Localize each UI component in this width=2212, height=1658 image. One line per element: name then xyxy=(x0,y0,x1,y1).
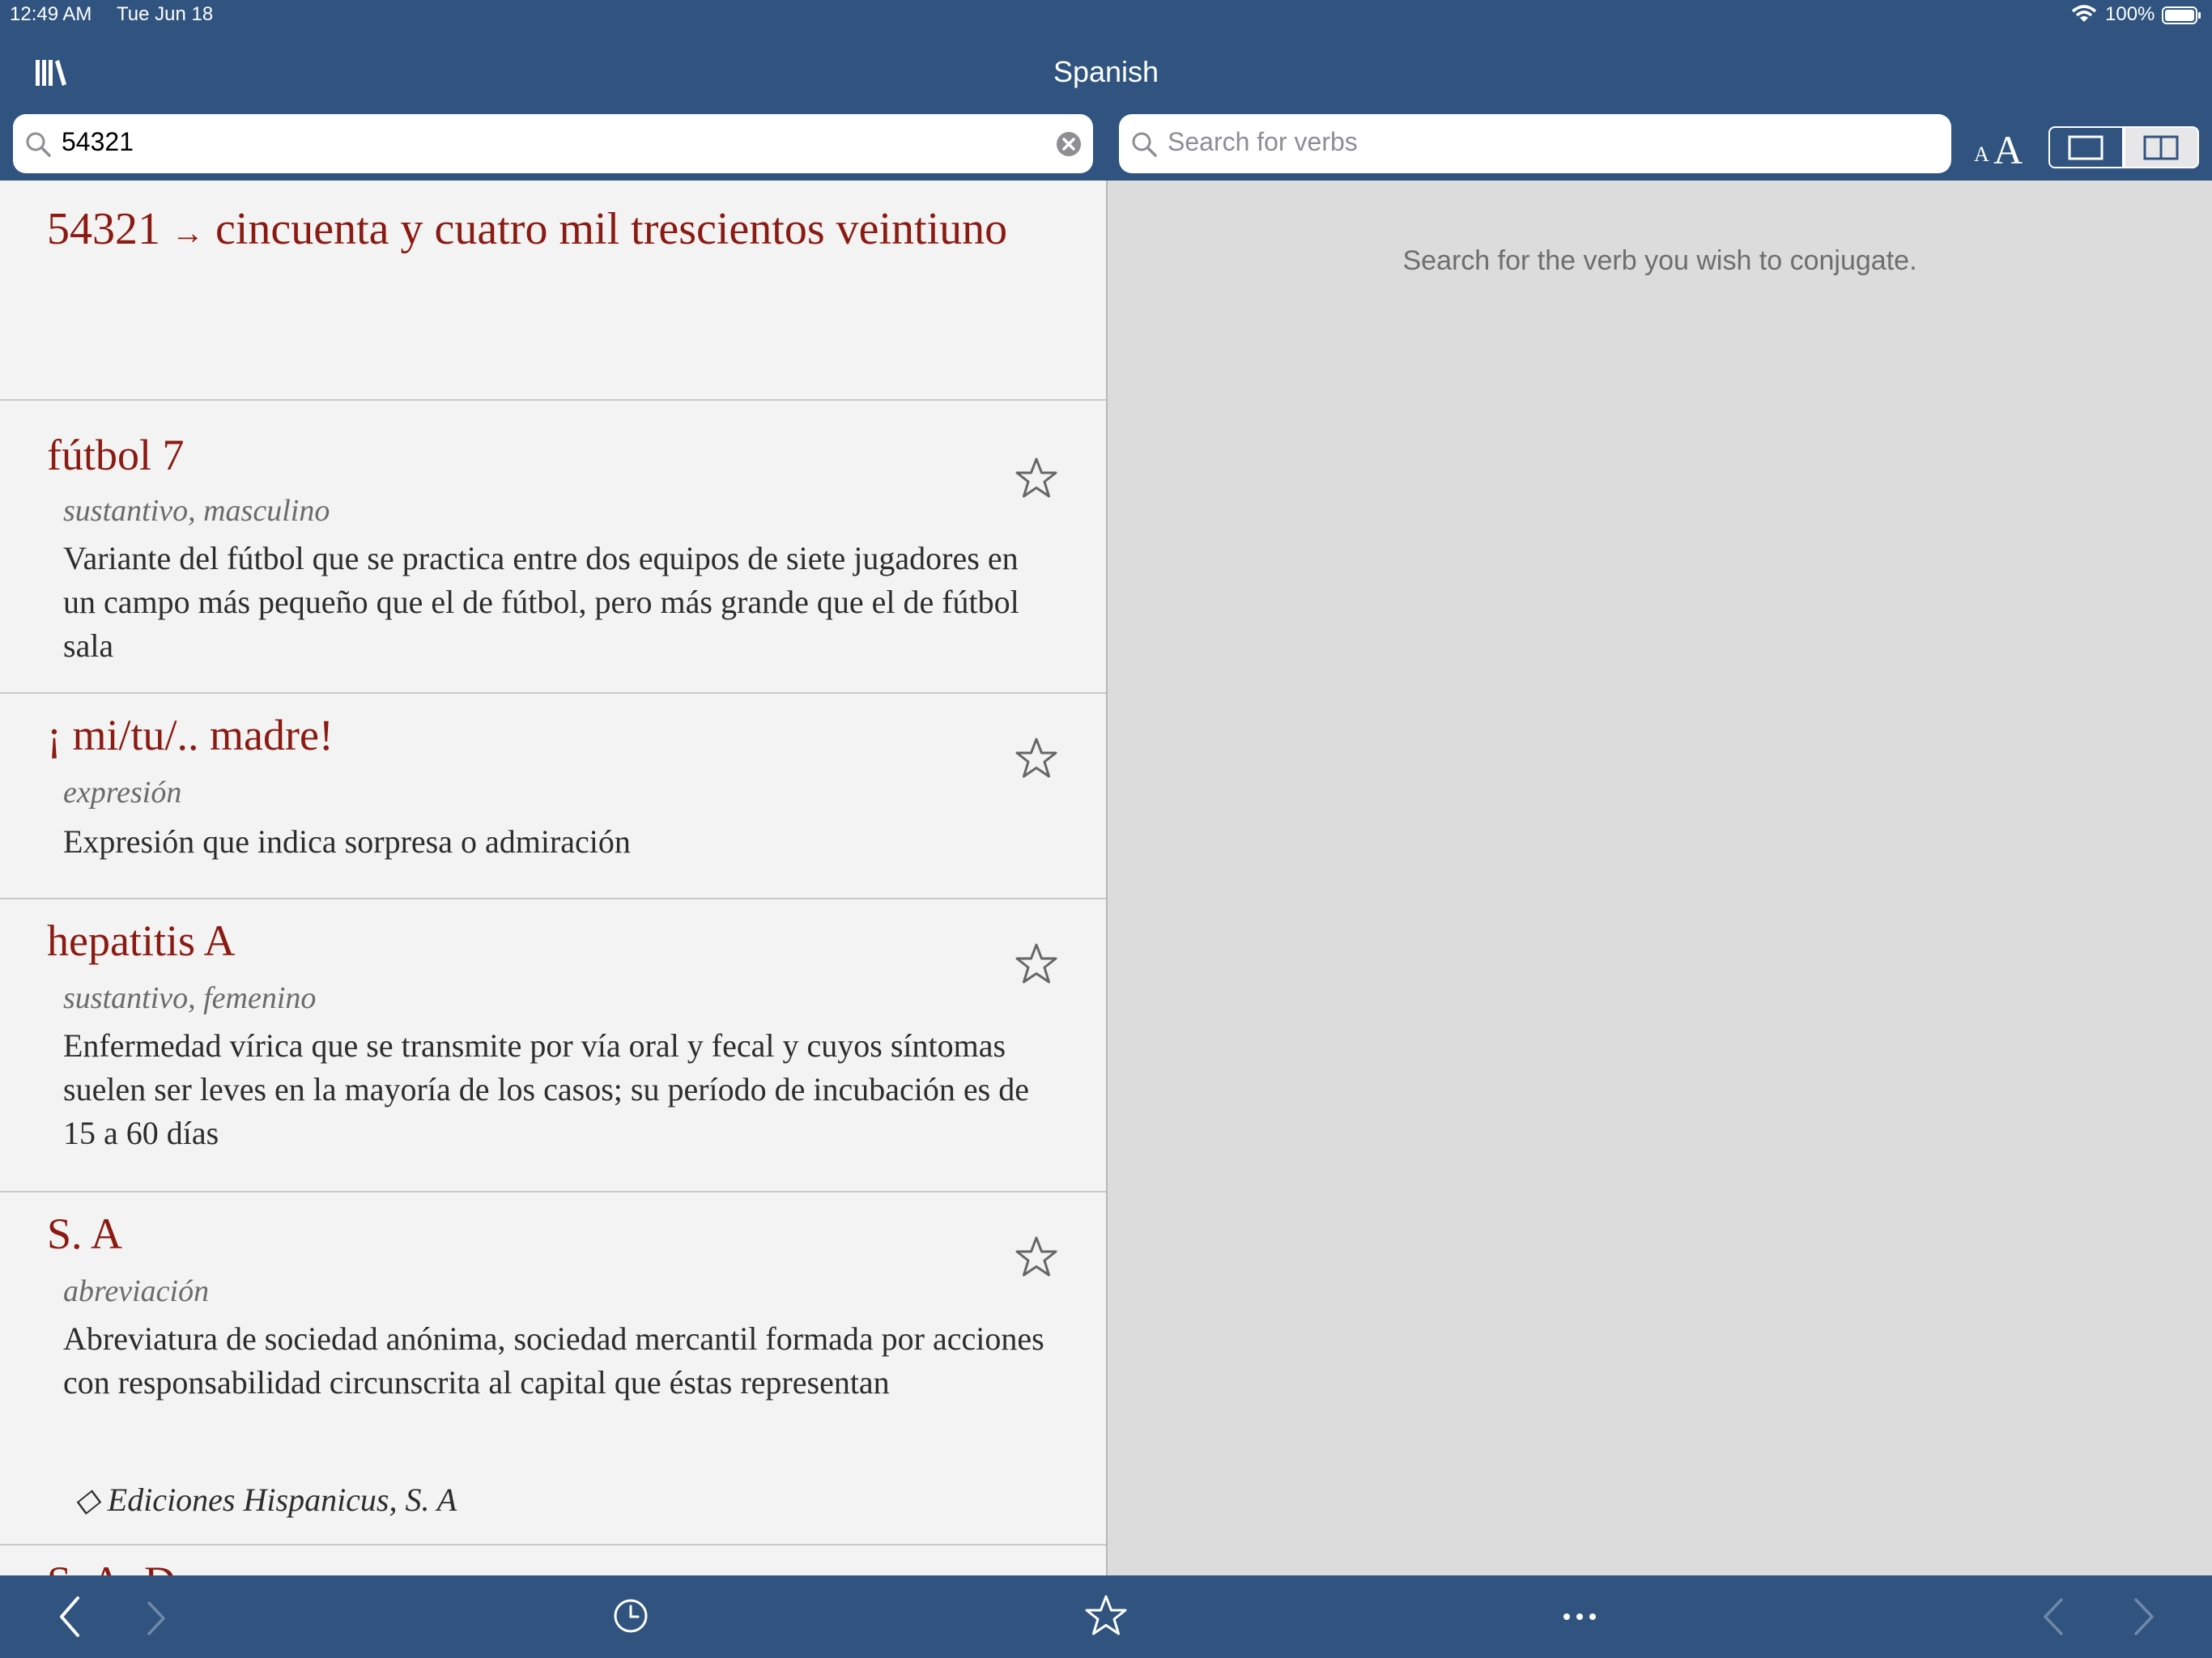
more-ellipsis-icon[interactable] xyxy=(1561,1611,1598,1626)
split-pane-icon xyxy=(2125,128,2197,167)
favorite-star-icon[interactable] xyxy=(1014,736,1059,785)
next-chevron-icon[interactable] xyxy=(2129,1596,2159,1641)
results-list[interactable] xyxy=(0,181,1108,1575)
verb-search-field[interactable] xyxy=(1119,114,1951,173)
layout-toggle[interactable] xyxy=(2048,126,2199,168)
back-chevron-icon[interactable] xyxy=(53,1595,86,1643)
split-pane-button[interactable] xyxy=(2124,126,2199,168)
prev-chevron-icon[interactable] xyxy=(2039,1596,2068,1641)
status-date: Tue Jun 18 xyxy=(117,3,214,25)
wifi-icon xyxy=(2071,5,2097,27)
entry-definition: Variante del fútbol que se practica entre dos equipos de siete jugadores en un campo más pequeño que el de fútbol, pero más grande que el de fútbol sala xyxy=(63,540,1019,664)
font-size-button[interactable] xyxy=(1974,126,2029,172)
entry-part-of-speech: expresión xyxy=(63,776,182,810)
entry-part-of-speech: sustantivo, masculino xyxy=(63,494,330,528)
dictionary-search-field[interactable] xyxy=(13,114,1093,173)
single-pane-button[interactable] xyxy=(2048,126,2124,168)
search-icon xyxy=(24,130,52,162)
conjugation-pane xyxy=(1108,181,2212,1575)
verb-search-input[interactable]: Search for verbs xyxy=(1168,127,1358,156)
number-conversion-item[interactable] xyxy=(0,181,1106,401)
page-title: Spanish xyxy=(1053,55,1159,88)
entry-headword: S. A xyxy=(47,1209,123,1258)
font-large-glyph: A xyxy=(1993,127,2023,172)
battery-percentage: 100% xyxy=(2105,3,2155,25)
entry-headword: ¡ mi/tu/.. madre! xyxy=(47,711,334,759)
list-item[interactable] xyxy=(0,694,1106,899)
list-item[interactable] xyxy=(0,401,1106,694)
empty-state-hint: Search for the verb you wish to conjugate. xyxy=(1402,245,1917,276)
entry-part-of-speech: sustantivo, femenino xyxy=(63,981,317,1015)
favorite-star-icon[interactable] xyxy=(1014,1235,1059,1284)
bottom-toolbar xyxy=(0,1575,2212,1658)
clear-search-icon[interactable] xyxy=(1056,131,1082,161)
cross-reference-link[interactable]: ◇ Ediciones Hispanicus, S. A xyxy=(74,1482,457,1518)
list-item[interactable] xyxy=(0,899,1106,1192)
status-time: 12:49 AM xyxy=(10,3,92,25)
entry-headword: hepatitis A xyxy=(47,916,236,965)
font-small-glyph: A xyxy=(1974,142,1989,166)
list-item[interactable] xyxy=(0,1192,1106,1545)
search-icon xyxy=(1130,130,1158,162)
search-input[interactable]: 54321 xyxy=(62,127,134,156)
entry-headword: fútbol 7 xyxy=(47,431,185,479)
single-pane-icon xyxy=(2050,128,2122,167)
number-conversion xyxy=(47,200,1019,262)
number-digits: 54321 xyxy=(47,204,160,254)
favorites-star-icon[interactable] xyxy=(1083,1593,1129,1643)
history-clock-icon[interactable] xyxy=(612,1597,649,1639)
entry-definition: Enfermedad vírica que se transmite por vía oral y fecal y cuyos síntomas suelen ser leves en la mayoría de los casos; su período de incubación es de 15 a 60 días xyxy=(63,1027,1029,1151)
entry-part-of-speech: abreviación xyxy=(63,1274,210,1308)
forward-chevron-icon[interactable] xyxy=(143,1600,170,1641)
number-words: cincuenta y cuatro mil trescientos veintiuno xyxy=(215,204,1008,254)
battery-icon xyxy=(2162,6,2202,28)
top-bar xyxy=(0,0,2212,181)
favorite-star-icon[interactable] xyxy=(1014,942,1059,991)
entry-definition: Expresión que indica sorpresa o admiración xyxy=(63,823,631,860)
favorite-star-icon[interactable] xyxy=(1014,456,1059,505)
entry-definition: Abreviatura de sociedad anónima, sociedad mercantil formada por acciones con responsabilidad circunscrita al capital que éstas representan xyxy=(63,1320,1044,1401)
arrow-icon: → xyxy=(172,215,204,251)
